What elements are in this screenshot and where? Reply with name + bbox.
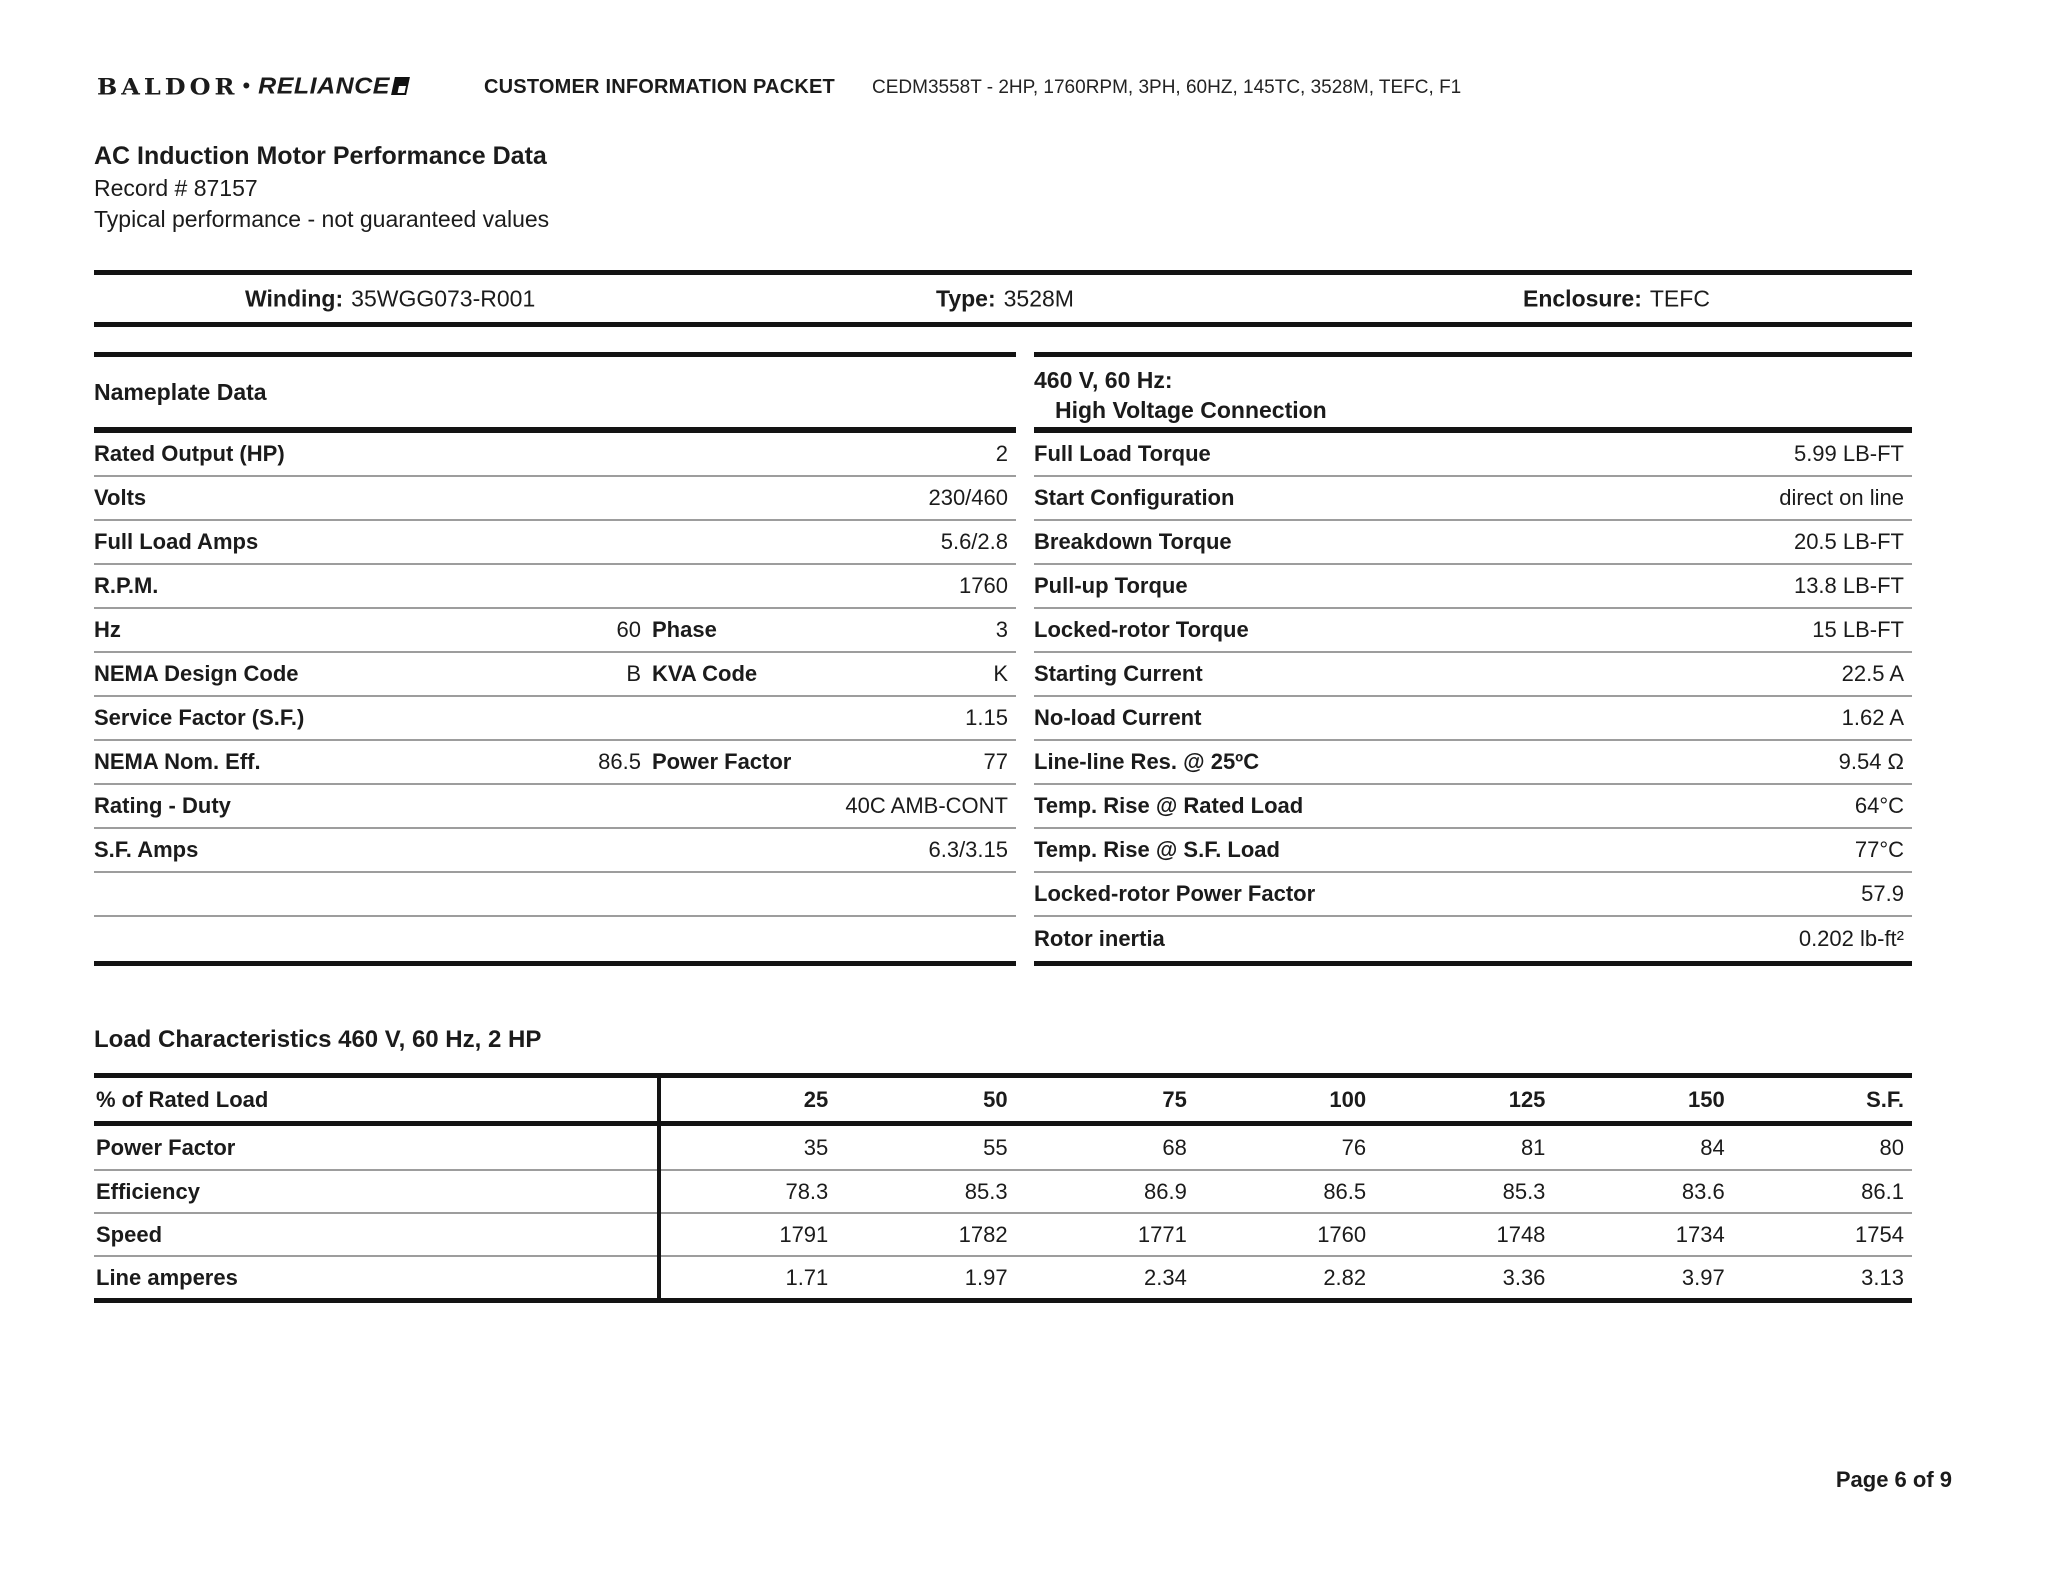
table-header-cell: 100 bbox=[1329, 1086, 1367, 1112]
row-value: 13.8 LB-FT bbox=[1793, 573, 1904, 598]
table-row bbox=[94, 1126, 1912, 1169]
table-cell: 81 bbox=[1520, 1134, 1546, 1160]
high-voltage-row bbox=[1034, 653, 1912, 697]
row-value: 230/460 bbox=[928, 485, 1008, 510]
table-cell: 1748 bbox=[1496, 1221, 1546, 1247]
table-cell: 1734 bbox=[1675, 1221, 1725, 1247]
baldor-reliance-mark-icon bbox=[391, 77, 410, 95]
table-cell: 35 bbox=[803, 1134, 829, 1160]
table-cell: 1760 bbox=[1317, 1221, 1367, 1247]
motor-model-line: CEDM3558T - 2HP, 1760RPM, 3PH, 60HZ, 145TC, 3528M, TEFC, F1 bbox=[872, 77, 1462, 98]
row-value: 1.15 bbox=[965, 705, 1008, 730]
row-label: Breakdown Torque bbox=[1034, 529, 1232, 554]
top-header-strip bbox=[0, 72, 2048, 106]
high-voltage-row bbox=[1034, 477, 1912, 521]
nameplate-columns bbox=[94, 352, 1912, 966]
title-block bbox=[94, 140, 549, 235]
row-pair bbox=[652, 749, 1016, 775]
table-cell: 2.82 bbox=[1323, 1264, 1367, 1290]
row-label: Rating - Duty bbox=[94, 793, 231, 818]
row-value: K bbox=[993, 661, 1008, 686]
winding-bar-item bbox=[245, 285, 535, 312]
row-pair bbox=[94, 661, 641, 687]
high-voltage-row bbox=[1034, 785, 1912, 829]
row-value: 22.5 A bbox=[1841, 661, 1904, 686]
row-label: No-load Current bbox=[1034, 705, 1202, 730]
table-cell: 2.34 bbox=[1144, 1264, 1187, 1290]
nameplate-row bbox=[94, 697, 1016, 741]
table-row-label: Power Factor bbox=[96, 1134, 236, 1160]
row-value: 60 bbox=[616, 617, 641, 642]
record-number: Record # 87157 bbox=[94, 175, 258, 201]
high-voltage-row bbox=[1034, 609, 1912, 653]
row-label: NEMA Nom. Eff. bbox=[94, 749, 261, 774]
table-header-cell: 125 bbox=[1508, 1086, 1546, 1112]
row-label: Line-line Res. @ 25ºC bbox=[1034, 749, 1260, 774]
table-cell: 1.71 bbox=[785, 1264, 829, 1290]
table-cell: 78.3 bbox=[785, 1178, 829, 1204]
nameplate-row bbox=[94, 829, 1016, 873]
winding-item-value: 3528M bbox=[1003, 285, 1074, 311]
table-cell: 3.97 bbox=[1681, 1264, 1725, 1290]
load-table-grid bbox=[94, 1078, 1912, 1298]
row-label: KVA Code bbox=[652, 661, 758, 686]
table-cell: 1791 bbox=[779, 1221, 829, 1247]
load-table-body bbox=[94, 1126, 1912, 1298]
page-title: AC Induction Motor Performance Data bbox=[94, 142, 547, 170]
nameplate-row bbox=[94, 565, 1016, 609]
high-voltage-row bbox=[1034, 433, 1912, 477]
row-label: Start Configuration bbox=[1034, 485, 1235, 510]
baldor-reliance-logo bbox=[97, 72, 408, 101]
table-header-cell: % of Rated Load bbox=[96, 1086, 269, 1112]
row-label: Rated Output (HP) bbox=[94, 441, 285, 466]
row-label: Temp. Rise @ Rated Load bbox=[1034, 793, 1304, 818]
row-label: Temp. Rise @ S.F. Load bbox=[1034, 837, 1280, 862]
logo-baldor-text: BALDOR bbox=[97, 73, 239, 100]
row-label: Pull-up Torque bbox=[1034, 573, 1188, 598]
row-label: Full Load Torque bbox=[1034, 441, 1211, 466]
hv-heading-line1: 460 V, 60 Hz: bbox=[1034, 367, 1173, 393]
table-header-cell: 25 bbox=[803, 1086, 829, 1112]
high-voltage-row bbox=[1034, 917, 1912, 961]
nameplate-row bbox=[94, 477, 1016, 521]
winding-bar-item bbox=[1523, 285, 1710, 312]
table-cell: 84 bbox=[1700, 1134, 1725, 1160]
nameplate-rows bbox=[94, 433, 1016, 966]
row-label: R.P.M. bbox=[94, 573, 159, 598]
table-cell: 86.5 bbox=[1323, 1178, 1367, 1204]
row-pair bbox=[652, 617, 1016, 643]
row-value: 40C AMB-CONT bbox=[845, 793, 1008, 818]
high-voltage-row bbox=[1034, 565, 1912, 609]
row-value: 9.54 Ω bbox=[1838, 749, 1904, 774]
table-cell: 85.3 bbox=[1502, 1178, 1546, 1204]
performance-note: Typical performance - not guaranteed values bbox=[94, 206, 550, 232]
table-header-cell: 75 bbox=[1162, 1086, 1187, 1112]
winding-type-enclosure-bar bbox=[94, 270, 1912, 327]
row-label: Rotor inertia bbox=[1034, 926, 1165, 951]
high-voltage-row bbox=[1034, 741, 1912, 785]
high-voltage-row bbox=[1034, 521, 1912, 565]
row-value: 20.5 LB-FT bbox=[1793, 529, 1904, 554]
table-cell: 85.3 bbox=[964, 1178, 1008, 1204]
row-label: Volts bbox=[94, 485, 147, 510]
table-row bbox=[94, 1169, 1912, 1212]
page-number: Page 6 of 9 bbox=[1835, 1467, 1952, 1492]
table-cell: 68 bbox=[1162, 1134, 1187, 1160]
nameplate-row bbox=[94, 521, 1016, 565]
table-cell: 76 bbox=[1341, 1134, 1367, 1160]
row-value: 77 bbox=[983, 749, 1008, 774]
nameplate-heading-band bbox=[94, 357, 1016, 433]
nameplate-heading: Nameplate Data bbox=[94, 378, 267, 405]
row-label: S.F. Amps bbox=[94, 837, 199, 862]
row-value: 1.62 A bbox=[1841, 705, 1904, 730]
table-cell: 3.36 bbox=[1502, 1264, 1546, 1290]
nameplate-data-section bbox=[94, 352, 1016, 966]
row-value: 15 LB-FT bbox=[1812, 617, 1904, 642]
row-value: 64°C bbox=[1854, 793, 1904, 818]
table-cell: 1.97 bbox=[964, 1264, 1008, 1290]
row-label: Service Factor (S.F.) bbox=[94, 705, 305, 730]
nameplate-row bbox=[94, 873, 1016, 917]
winding-item-label: Winding: bbox=[245, 285, 344, 311]
table-cell: 55 bbox=[983, 1134, 1008, 1160]
table-cell: 3.13 bbox=[1861, 1264, 1904, 1290]
winding-item-value: TEFC bbox=[1649, 285, 1710, 311]
row-value: 57.9 bbox=[1861, 881, 1904, 906]
table-row bbox=[94, 1212, 1912, 1255]
row-value: 86.5 bbox=[598, 749, 641, 774]
row-label: Hz bbox=[94, 617, 121, 642]
table-row-label: Efficiency bbox=[96, 1178, 200, 1204]
table-cell: 1771 bbox=[1137, 1221, 1187, 1247]
row-value: 0.202 lb-ft² bbox=[1798, 926, 1904, 951]
row-value: direct on line bbox=[1779, 485, 1904, 510]
winding-item-value: 35WGG073-R001 bbox=[351, 285, 536, 311]
winding-item-label: Enclosure: bbox=[1523, 285, 1642, 311]
nameplate-row bbox=[94, 785, 1016, 829]
table-cell: 1782 bbox=[958, 1221, 1008, 1247]
row-label: Locked-rotor Power Factor bbox=[1034, 881, 1316, 906]
row-label: Full Load Amps bbox=[94, 529, 259, 554]
high-voltage-row bbox=[1034, 697, 1912, 741]
nameplate-row bbox=[94, 741, 1016, 785]
logo-dot-separator: • bbox=[242, 72, 251, 98]
table-row bbox=[94, 1255, 1912, 1298]
high-voltage-row bbox=[1034, 873, 1912, 917]
row-value: B bbox=[626, 661, 641, 686]
row-value: 3 bbox=[995, 617, 1008, 642]
row-label: Locked-rotor Torque bbox=[1034, 617, 1249, 642]
nameplate-row bbox=[94, 917, 1016, 961]
table-vertical-divider bbox=[657, 1078, 661, 1298]
row-pair bbox=[94, 617, 641, 643]
table-cell: 86.1 bbox=[1861, 1178, 1904, 1204]
load-characteristics-table bbox=[94, 1073, 1912, 1303]
row-label: NEMA Design Code bbox=[94, 661, 299, 686]
high-voltage-rows bbox=[1034, 433, 1912, 966]
row-pair bbox=[652, 661, 1016, 687]
row-pair bbox=[94, 749, 641, 775]
high-voltage-heading-band bbox=[1034, 357, 1912, 433]
row-value: 2 bbox=[995, 441, 1008, 466]
table-row-label: Speed bbox=[96, 1221, 163, 1247]
table-row-label: Line amperes bbox=[96, 1264, 238, 1290]
high-voltage-row bbox=[1034, 829, 1912, 873]
winding-bar-item bbox=[936, 285, 1074, 312]
load-characteristics-heading: Load Characteristics 460 V, 60 Hz, 2 HP bbox=[94, 1026, 542, 1053]
hv-heading-line2: High Voltage Connection bbox=[1055, 397, 1327, 423]
table-header-cell: 50 bbox=[983, 1086, 1008, 1112]
load-table-header-row bbox=[94, 1078, 1912, 1126]
nameplate-row bbox=[94, 609, 1016, 653]
table-header-cell: S.F. bbox=[1866, 1086, 1904, 1112]
row-value: 1760 bbox=[959, 573, 1008, 598]
table-cell: 80 bbox=[1879, 1134, 1904, 1160]
row-value: 5.6/2.8 bbox=[940, 529, 1008, 554]
table-header-cell: 150 bbox=[1687, 1086, 1725, 1112]
packet-title: CUSTOMER INFORMATION PACKET bbox=[484, 76, 835, 98]
row-value: 5.99 LB-FT bbox=[1793, 441, 1904, 466]
row-label: Phase bbox=[652, 617, 717, 642]
row-value: 6.3/3.15 bbox=[928, 837, 1008, 862]
winding-item-label: Type: bbox=[936, 285, 996, 311]
nameplate-row bbox=[94, 433, 1016, 477]
table-cell: 86.9 bbox=[1144, 1178, 1187, 1204]
row-value: 77°C bbox=[1854, 837, 1904, 862]
high-voltage-section bbox=[1034, 352, 1912, 966]
logo-reliance-text: RELIANCE bbox=[258, 73, 390, 99]
table-cell: 1754 bbox=[1855, 1221, 1904, 1247]
nameplate-row bbox=[94, 653, 1016, 697]
row-label: Power Factor bbox=[652, 749, 792, 774]
table-cell: 83.6 bbox=[1681, 1178, 1725, 1204]
row-label: Starting Current bbox=[1034, 661, 1203, 686]
